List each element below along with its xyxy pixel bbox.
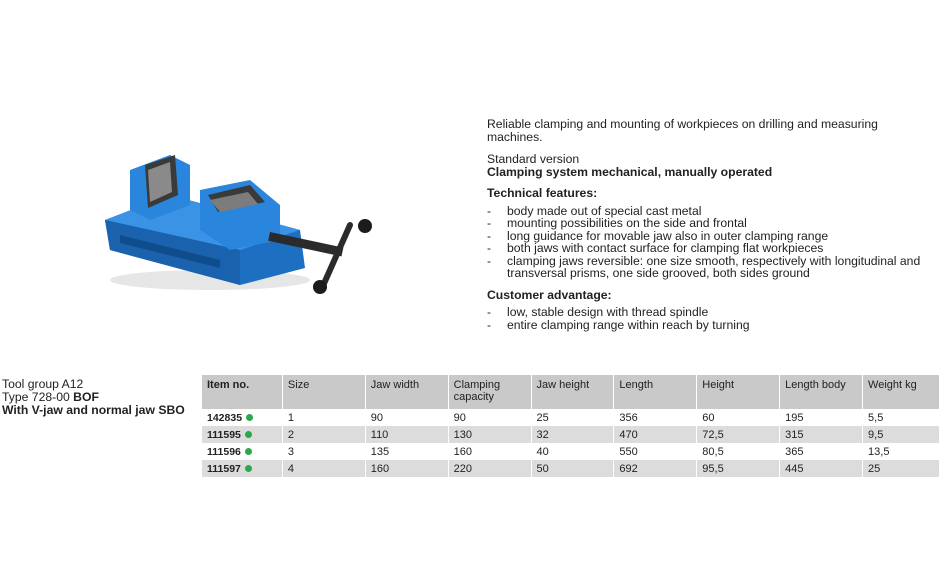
specification-table bbox=[202, 375, 940, 477]
weight-cell: 5,5 bbox=[863, 409, 940, 426]
length-body-cell: 315 bbox=[780, 426, 863, 443]
height-cell: 80,5 bbox=[697, 443, 780, 460]
weight-cell: 9,5 bbox=[863, 426, 940, 443]
availability-dot-icon bbox=[245, 448, 252, 455]
list-item: - both jaws with contact surface for clamping flat workpieces bbox=[487, 241, 824, 255]
size-cell: 3 bbox=[282, 443, 365, 460]
column-header: Weight kg bbox=[863, 375, 940, 409]
jaw-height-cell: 32 bbox=[531, 426, 614, 443]
weight-cell: 25 bbox=[863, 460, 940, 477]
table-header-row bbox=[202, 375, 940, 409]
product-description bbox=[487, 118, 927, 331]
column-header: Size bbox=[282, 375, 365, 409]
variant-label: With V-jaw and normal jaw SBO bbox=[2, 403, 185, 417]
column-header: Jaw height bbox=[531, 375, 614, 409]
height-cell: 72,5 bbox=[697, 426, 780, 443]
list-item: - body made out of special cast metal bbox=[487, 203, 702, 218]
clamping-capacity-cell: 160 bbox=[448, 443, 531, 460]
height-cell: 95,5 bbox=[697, 460, 780, 477]
version-label: Standard version bbox=[487, 152, 580, 166]
availability-dot-icon bbox=[246, 414, 253, 421]
list-item: - low, stable design with thread spindle bbox=[487, 305, 709, 319]
size-cell: 1 bbox=[282, 409, 365, 426]
list-item: - clamping jaws reversible: one size smooth, respectively with longitudinal and transversal prisms, one side grooved, both sides ground bbox=[487, 253, 921, 280]
column-header: Clamping capacity bbox=[448, 375, 531, 409]
clamping-capacity-cell: 220 bbox=[448, 460, 531, 477]
length-cell: 692 bbox=[614, 460, 697, 477]
size-cell: 2 bbox=[282, 426, 365, 443]
availability-dot-icon bbox=[245, 431, 252, 438]
item-number-cell: 111596 bbox=[202, 443, 282, 460]
version-value: Clamping system mechanical, manually operated bbox=[487, 164, 773, 179]
length-body-cell: 195 bbox=[780, 409, 863, 426]
item-number-cell: 142835 bbox=[202, 409, 282, 426]
customer-advantage-heading: Customer advantage: bbox=[487, 287, 612, 302]
availability-dot-icon bbox=[245, 465, 252, 472]
tool-group-info bbox=[2, 378, 185, 417]
list-item: - long guidance for movable jaw also in outer clamping range bbox=[487, 228, 829, 243]
customer-advantage-list bbox=[487, 306, 927, 331]
table-row bbox=[202, 409, 940, 426]
column-header: Height bbox=[697, 375, 780, 409]
length-cell: 550 bbox=[614, 443, 697, 460]
jaw-width-cell: 110 bbox=[365, 426, 448, 443]
table-row bbox=[202, 426, 940, 443]
table-row bbox=[202, 460, 940, 477]
list-item: - mounting possibilities on the side and frontal bbox=[487, 216, 747, 230]
tool-group-label: Tool group A12 bbox=[2, 377, 84, 391]
length-body-cell: 365 bbox=[780, 443, 863, 460]
length-body-cell: 445 bbox=[780, 460, 863, 477]
length-cell: 356 bbox=[614, 409, 697, 426]
column-header: Length body bbox=[780, 375, 863, 409]
jaw-width-cell: 160 bbox=[365, 460, 448, 477]
list-item: - entire clamping range within reach by turning bbox=[487, 317, 750, 332]
technical-features-heading: Technical features: bbox=[487, 186, 598, 200]
jaw-width-cell: 135 bbox=[365, 443, 448, 460]
column-header: Item no. bbox=[202, 375, 282, 409]
column-header: Jaw width bbox=[365, 375, 448, 409]
clamping-capacity-cell: 90 bbox=[448, 409, 531, 426]
length-cell: 470 bbox=[614, 426, 697, 443]
item-number-cell: 111597 bbox=[202, 460, 282, 477]
column-header: Length bbox=[614, 375, 697, 409]
jaw-height-cell: 40 bbox=[531, 443, 614, 460]
jaw-height-cell: 25 bbox=[531, 409, 614, 426]
technical-features-list bbox=[487, 205, 927, 280]
weight-cell: 13,5 bbox=[863, 443, 940, 460]
type-label: Type 728-00 BOF bbox=[2, 390, 99, 404]
clamping-capacity-cell: 130 bbox=[448, 426, 531, 443]
size-cell: 4 bbox=[282, 460, 365, 477]
intro-text: Reliable clamping and mounting of workpieces on drilling and measuring machines. bbox=[487, 117, 878, 144]
machine-vise-image bbox=[100, 150, 380, 300]
item-number-cell: 111595 bbox=[202, 426, 282, 443]
table-row bbox=[202, 443, 940, 460]
jaw-height-cell: 50 bbox=[531, 460, 614, 477]
jaw-width-cell: 90 bbox=[365, 409, 448, 426]
height-cell: 60 bbox=[697, 409, 780, 426]
